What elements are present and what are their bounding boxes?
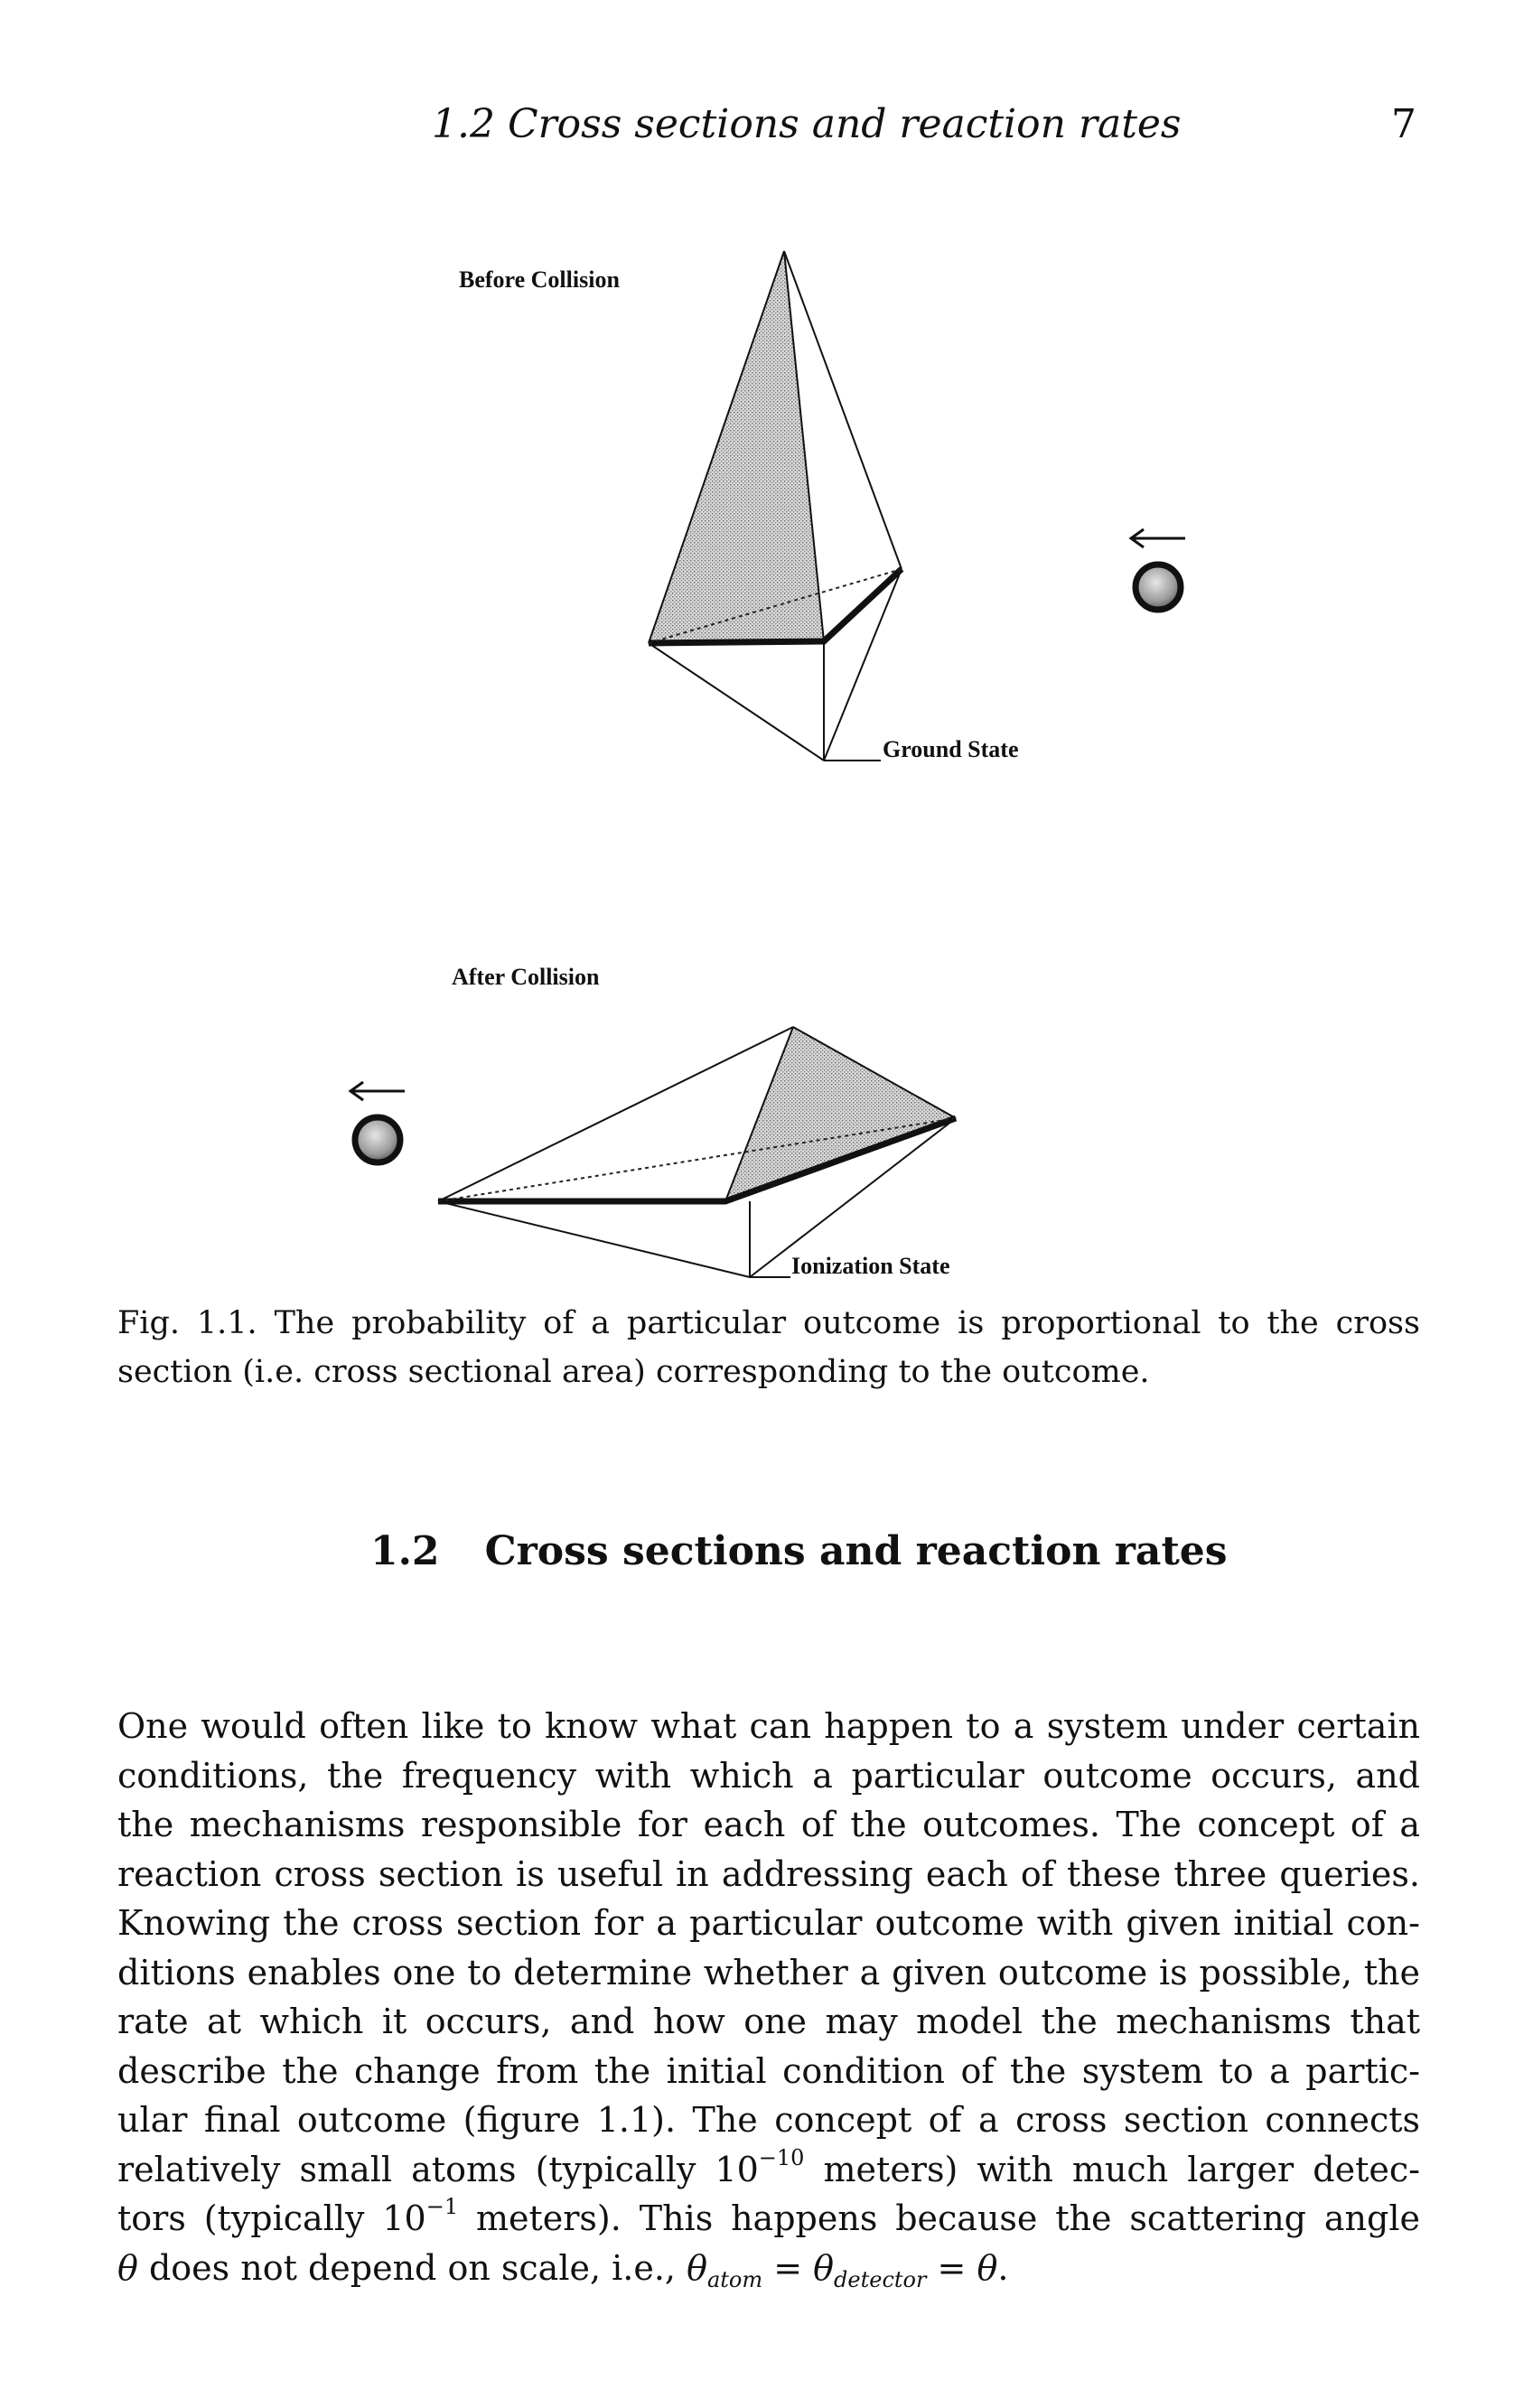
incoming-particle-right xyxy=(1131,529,1185,610)
page-number: 7 xyxy=(1391,101,1416,147)
body-paragraph xyxy=(117,1702,1420,2292)
text-segment: meters). This happens because the scattering angle xyxy=(458,2198,1420,2238)
caption-label: Fig. 1.1. xyxy=(117,1305,257,1341)
pyramid-ionization-state xyxy=(438,1027,956,1277)
paragraph-line: reaction cross section is useful in addressing each of these three queries. xyxy=(117,1853,1420,1894)
paragraph-line: ular final outcome (figure 1.1). The concept of a cross section connects xyxy=(117,2100,1420,2140)
text-segment: does not depend on scale, i.e., xyxy=(137,2247,687,2288)
theta-symbol: θ xyxy=(813,2247,835,2288)
figure-caption xyxy=(117,1299,1420,1396)
paragraph-line: One would often like to know what can happen to a system under certain xyxy=(117,1706,1420,1746)
section-heading xyxy=(370,1528,1228,1574)
subscript-atom: atom xyxy=(706,2266,763,2292)
section-number: 1.2 xyxy=(370,1528,440,1574)
pyramid-ground-state xyxy=(649,251,902,761)
theta-symbol: θ xyxy=(117,2247,138,2288)
subscript-detector: detector xyxy=(834,2266,927,2292)
paragraph-line xyxy=(117,2244,1420,2293)
paragraph-line: Knowing the cross section for a particular outcome with given initial con- xyxy=(117,1903,1420,1943)
equals-sign: = xyxy=(762,2247,814,2288)
paragraph-line: the mechanisms responsible for each of the outcomes. The concept of a xyxy=(117,1805,1420,1844)
text-segment: meters) with much larger detec- xyxy=(804,2149,1420,2189)
outgoing-particle-left xyxy=(351,1082,405,1162)
caption-text: The probability of a particular outcome is proportional to the cross section (i.e. cross sectional area) corresponding to the outcome. xyxy=(117,1305,1420,1390)
label-ionization-state: Ionization State xyxy=(791,1253,950,1279)
text-segment: tors (typically 10 xyxy=(117,2198,426,2238)
section-title: Cross sections and reaction rates xyxy=(484,1528,1228,1574)
paragraph-line: ditions enables one to determine whether a given outcome is possible, the xyxy=(117,1952,1420,1993)
paragraph-line xyxy=(117,2194,1420,2244)
paragraph-line: conditions, the frequency with which a particular outcome occurs, and xyxy=(117,1755,1420,1796)
label-ground-state: Ground State xyxy=(883,736,1019,762)
paragraph-line: describe the change from the initial condition of the system to a partic- xyxy=(117,2050,1420,2091)
exponent: −1 xyxy=(425,2194,459,2219)
text-segment: relatively small atoms (typically 10 xyxy=(117,2149,759,2189)
label-after-collision: After Collision xyxy=(452,964,600,990)
theta-symbol: θ xyxy=(687,2247,707,2288)
paragraph-line: rate at which it occurs, and how one may model the mechanisms that xyxy=(117,2002,1420,2041)
paragraph-line xyxy=(117,2145,1420,2195)
equals-sign: = xyxy=(926,2247,977,2288)
label-before-collision: Before Collision xyxy=(459,266,620,293)
theta-symbol: θ xyxy=(977,2247,998,2288)
running-head: 1.2 Cross sections and reaction rates xyxy=(432,101,1182,147)
exponent: −10 xyxy=(758,2144,805,2170)
text-segment: . xyxy=(997,2247,1009,2288)
